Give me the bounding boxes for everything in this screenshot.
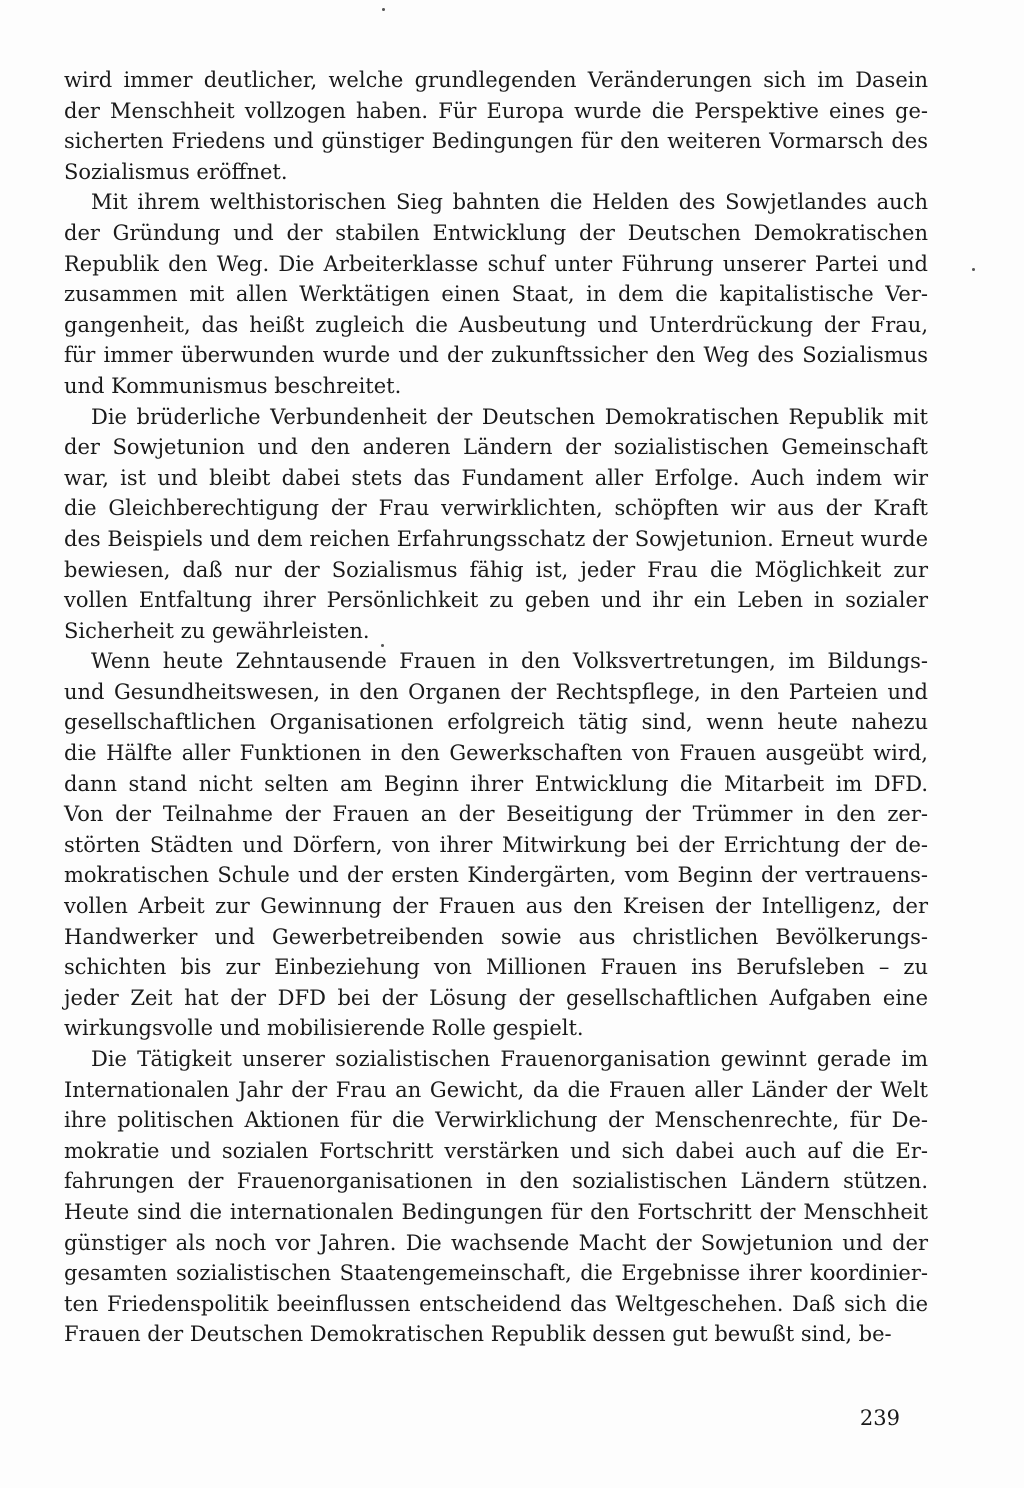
text-line: Mit ihrem welthistorischen Sieg bahnten die Helden des Sowjetlandes auch [91,190,928,215]
text-line: war, ist und bleibt dabei stets das Fundament aller Erfolge. Auch indem wir [64,465,928,490]
text-line: der Gründung und der stabilen Entwicklung der Deutschen Demokratischen [64,220,928,245]
text-line: die Gleichberechtigung der Frau verwirklichten, schöpften wir aus der Kraft [64,496,928,521]
text-line: vollen Entfaltung ihrer Persönlichkeit zu geben und ihr ein Leben in sozialer [64,588,928,613]
text-line: des Beispiels und dem reichen Erfahrungsschatz der Sowjetunion. Erneut wurde [64,526,928,551]
text-line: fahrungen der Frauenorganisationen in den sozialistischen Ländern stützen. [64,1169,928,1194]
text-line: dann stand nicht selten am Beginn ihrer Entwicklung die Mitarbeit im DFD. [64,771,928,796]
text-line: Internationalen Jahr der Frau an Gewicht, da die Frauen aller Länder der Welt [64,1077,928,1102]
text-line: gesamten sozialistischen Staatengemeinschaft, die Ergebnisse ihrer koordinier- [64,1261,928,1286]
text-line: jeder Zeit hat der DFD bei der Lösung der gesellschaftlichen Aufgaben eine [64,985,928,1010]
text-line: ten Friedenspolitik beeinflussen entscheidend das Weltgeschehen. Daß sich die [64,1291,928,1316]
text-line: und Gesundheitswesen, in den Organen der Rechtspflege, in den Parteien und [64,679,928,704]
body-text [64,65,928,1350]
text-line: Sicherheit zu gewährleisten. [64,618,370,643]
paragraph [64,402,928,647]
text-line: mokratischen Schule und der ersten Kindergärten, vom Beginn der vertrauens- [64,863,928,888]
text-line: Frauen der Deutschen Demokratischen Republik dessen gut bewußt sind, be- [64,1322,892,1347]
page-number: 239 [859,1406,900,1430]
text-line: schichten bis zur Einbeziehung von Millionen Frauen ins Berufsleben – zu [64,955,928,980]
paragraph [64,187,928,401]
text-line: wirkungsvolle und mobilisierende Rolle gespielt. [64,1016,584,1041]
text-line: für immer überwunden wurde und der zukunftssicher den Weg des Sozialismus [64,343,928,368]
text-line: Die Tätigkeit unserer sozialistischen Frauenorganisation gewinnt gerade im [91,1047,928,1071]
text-line: Von der Teilnahme der Frauen an der Beseitigung der Trümmer in den zer- [64,802,928,827]
text-line: Die brüderliche Verbundenheit der Deutschen Demokratischen Republik mit [91,404,928,429]
scan-speck [972,268,975,271]
scan-speck [382,8,385,11]
text-line: sicherten Friedens und günstiger Bedingungen für den weiteren Vormarsch des [64,129,928,154]
text-line: vollen Arbeit zur Gewinnung der Frauen aus den Kreisen der Intelligenz, der [64,894,928,919]
text-line: mokratie und sozialen Fortschritt verstärken und sich dabei auch auf die Er- [64,1138,928,1163]
paragraph [64,646,928,1044]
text-line: die Hälfte aller Funktionen in den Gewerkschaften von Frauen ausgeübt wird, [64,741,928,766]
paragraph [64,1044,928,1350]
text-line: wird immer deutlicher, welche grundlegenden Veränderungen sich im Dasein [64,68,928,92]
text-line: Heute sind die internationalen Bedingungen für den Fortschritt der Menschheit [64,1199,928,1224]
text-line: bewiesen, daß nur der Sozialismus fähig ist, jeder Frau die Möglichkeit zur [64,557,928,582]
text-line: gesellschaftlichen Organisationen erfolgreich tätig sind, wenn heute nahezu [64,710,928,735]
text-line: und Kommunismus beschreitet. [64,373,402,398]
paragraph [64,65,928,187]
text-line: störten Städten und Dörfern, von ihrer Mitwirkung bei der Errichtung der de- [64,832,928,857]
text-line: günstiger als noch vor Jahren. Die wachsende Macht der Sowjetunion und der [64,1230,928,1255]
text-line: Handwerker und Gewerbetreibenden sowie aus christlichen Bevölkerungs- [64,924,928,949]
text-line: der Sowjetunion und den anderen Ländern der sozialistischen Gemeinschaft [64,435,928,460]
text-line: der Menschheit vollzogen haben. Für Europa wurde die Perspektive eines ge- [64,98,928,123]
text-line: zusammen mit allen Werktätigen einen Staat, in dem die kapitalistische Ver- [64,282,928,307]
text-line: gangenheit, das heißt zugleich die Ausbeutung und Unterdrückung der Frau, [64,312,928,337]
text-line: ihre politischen Aktionen für die Verwirklichung der Menschenrechte, für De- [64,1108,928,1133]
text-line: Wenn heute Zehntausende Frauen in den Volksvertretungen, im Bildungs- [91,649,928,674]
text-line: Republik den Weg. Die Arbeiterklasse schuf unter Führung unserer Partei und [64,251,928,276]
text-line: Sozialismus eröffnet. [64,159,288,184]
